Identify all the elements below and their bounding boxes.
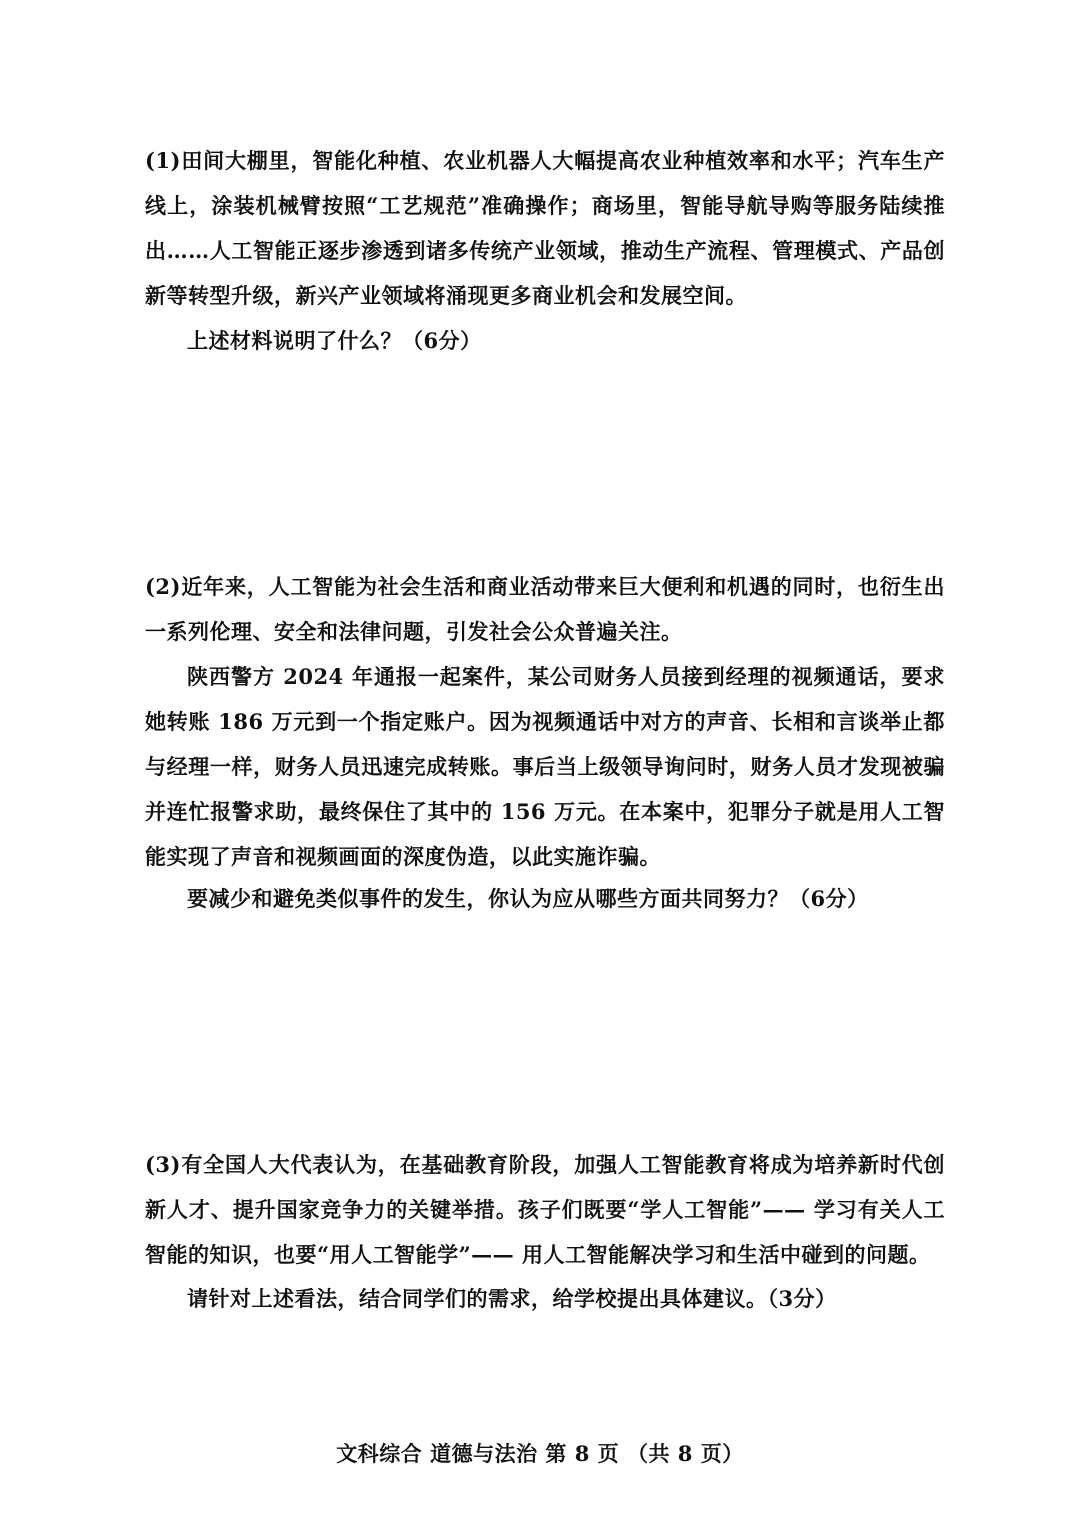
section1-question: 上述材料说明了什么？（6分） [187,328,482,353]
page-footer: 文科综合 道德与法治 第 8 页 （共 8 页） [336,1441,744,1466]
section1-material: (1)田间大棚里，智能化种植、农业机器人大幅提高农业种植效率和水平；汽车生产线上，涂装机械臂按照“工艺规范”准确操作；商场里，智能导航导购等服务陆续推出……人工智能正逐步渗透到诸多传统产业领域，推动生产流程、管理模式、产品创新等转型升级，新兴产业领域将涌现更多商业机会和发展空间。 [145,148,945,308]
section3-material: (3)有全国人大代表认为，在基础教育阶段，加强人工智能教育将成为培养新时代创新人才、提升国家竞争力的关键举措。孩子们既要“学人工智能”—— 学习有关人工智能的知识，也要“用人工智能学”—— 用人工智能解决学习和生活中碰到的问题。 [145,1152,945,1267]
section2-question: 要减少和避免类似事件的发生，你认为应从哪些方面共同努力？（6分） [187,886,869,911]
section2-case: 陕西警方 2024 年通报一起案件，某公司财务人员接到经理的视频通话，要求她转账 186 万元到一个指定账户。因为视频通话中对方的声音、长相和言谈举止都与经理一样，财务人员迅速完成转账。事后当上级领导询问时，财务人员才发现被骗并连忙报警求助，最终保住了其中的 156 万元。在本案中，犯罪分子就是用人工智能实现了声音和视频画面的深度伪造，以此实施诈骗。 [145,664,945,869]
section3-question: 请针对上述看法，结合同学们的需求，给学校提出具体建议。（3分） [187,1286,837,1311]
section2-intro: (2)近年来，人工智能为社会生活和商业活动带来巨大便利和机遇的同时，也衍生出一系列伦理、安全和法律问题，引发社会公众普遍关注。 [145,574,945,644]
